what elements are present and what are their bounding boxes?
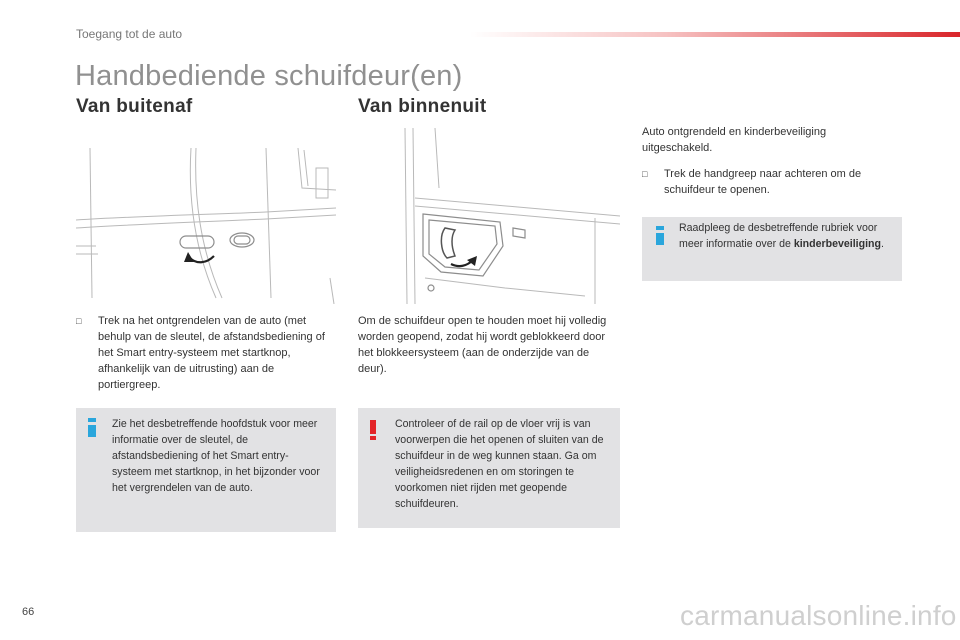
inside-text: Om de schuifdeur open te houden moet hij volledig worden geopend, zodat hij wordt geblokkeerd door het blokkeersysteem (aan de onderzijde van de deur). — [358, 315, 607, 375]
outside-info-text: Zie het desbetreffende hoofdstuk voor meer informatie over de sleutel, de afstandsbediening of het Smart entry-systeem met startknop, in het bijzonder voor het vergrendelen van de auto. — [112, 418, 320, 494]
checkbox-bullet-icon: □ — [76, 316, 82, 326]
section-title-inside: Van binnenuit — [358, 96, 487, 117]
right-info-prefix: Raadpleeg de desbetreffende rubriek voor meer informatie over de — [679, 222, 878, 250]
inside-warning-text: Controleer of de rail op de vloer vrij is van voorwerpen die het openen of sluiten van de schuifdeur in de weg kunnen staan. Ga om veiligheidsredenen en om storingen te voorkomen niet rijden met geopende schuifdeuren. — [395, 418, 604, 510]
interior-handle-drawing — [395, 128, 620, 304]
warning-icon-dot — [370, 436, 376, 440]
info-icon-dot — [88, 418, 96, 422]
warning-icon — [370, 420, 376, 434]
right-status: Auto ontgrendeld en kinderbeveiliging uitgeschakeld. — [642, 126, 827, 154]
checkbox-bullet-icon: □ — [642, 169, 648, 179]
right-instruction — [642, 166, 897, 198]
outside-instruction — [76, 313, 338, 393]
exterior-door-drawing — [76, 128, 336, 304]
header-accent-line — [470, 32, 960, 37]
watermark: carmanualsonline.info — [680, 600, 957, 631]
illustration-exterior-door — [76, 128, 336, 304]
info-icon-dot — [656, 226, 664, 230]
right-instruction-text: Trek de handgreep naar achteren om de schuifdeur te openen. — [664, 168, 862, 196]
right-info-suffix: . — [880, 238, 884, 250]
info-icon — [88, 425, 96, 437]
section-title-outside: Van buitenaf — [76, 96, 193, 117]
info-icon — [656, 233, 664, 245]
page-number: 66 — [22, 606, 35, 618]
right-info-bold-link: kinderbeveiliging — [793, 238, 881, 250]
outside-instruction-text: Trek na het ontgrendelen van de auto (met behulp van de sleutel, de afstandsbediening of het Smart entry-systeem met startknop, afhankelijk van de uitrusting) aan de portiergreep. — [98, 315, 325, 391]
page-title: Handbediende schuifdeur(en) — [75, 60, 463, 92]
inside-warning-box — [358, 408, 620, 528]
right-info-box — [642, 217, 902, 281]
right-info-text — [679, 220, 889, 252]
illustration-interior-handle — [395, 128, 620, 304]
header-section: Toegang tot de auto — [76, 27, 183, 41]
outside-info-box — [76, 408, 336, 532]
